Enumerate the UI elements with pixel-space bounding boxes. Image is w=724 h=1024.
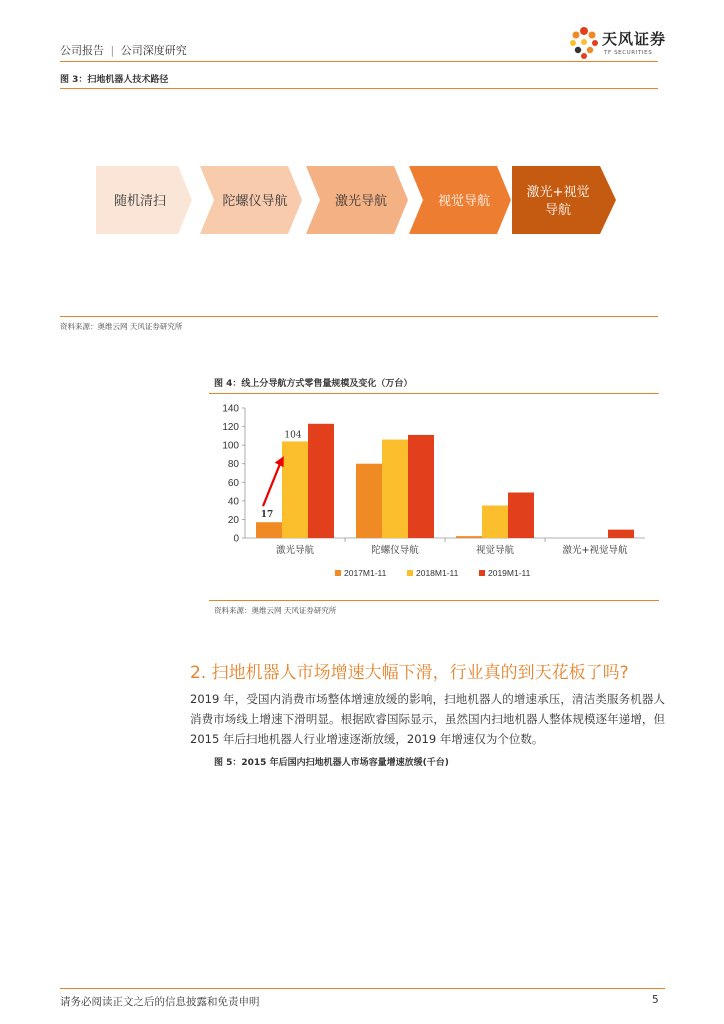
tech-path-flow: [96, 166, 618, 234]
header-separator: |: [110, 44, 115, 57]
legend-swatch: [479, 570, 485, 576]
legend-label: 2018M1-11: [416, 568, 459, 578]
footer-disclaimer: 请务必阅读正文之后的信息披露和免责申明: [60, 996, 260, 1008]
brand-logo: [566, 24, 676, 62]
flow-step-5-label-line1: 激光+视觉: [526, 185, 590, 200]
flow-step-5: [512, 166, 616, 234]
navigation-retail-bar-chart: [209, 398, 659, 594]
flow-step-5-label-line2: 导航: [544, 203, 572, 218]
brand-name-en: TF SECURITIES: [604, 50, 653, 56]
bar: [608, 530, 634, 538]
report-subtype: 公司深度研究: [120, 44, 187, 57]
bar: [382, 440, 408, 538]
flow-step-3-label: 激光导航: [334, 194, 388, 209]
legend-swatch: [407, 570, 413, 576]
brand-name: 天风证券: [602, 30, 667, 48]
flow-step-2-label: 陀螺仪导航: [222, 194, 288, 209]
y-tick-label: 140: [222, 403, 239, 415]
figure4-title: 图 4：线上分导航方式零售量规模及变化（万台）: [214, 379, 413, 389]
figure3-source: 资料来源：奥维云网 天风证券研究所: [60, 322, 183, 331]
x-tick-label: 激光+视觉导航: [562, 545, 628, 556]
bar: [356, 464, 382, 538]
y-tick-label: 20: [227, 514, 239, 526]
x-tick-label: 陀螺仪导航: [371, 545, 419, 556]
figure5-title: 图 5：2015 年后国内扫地机器人市场容量增速放缓(千台): [214, 758, 449, 768]
legend-label: 2017M1-11: [344, 568, 387, 578]
report-type: 公司报告: [60, 44, 104, 57]
bar: [308, 424, 334, 538]
report-header: [60, 42, 187, 58]
bar: [482, 506, 508, 539]
footer-divider: [60, 988, 665, 989]
flow-step-1-label: 随机清扫: [113, 194, 167, 209]
bar: [508, 493, 534, 539]
x-tick-label: 激光导航: [275, 545, 315, 556]
figure4-source-divider: [209, 600, 659, 601]
flow-step-4-label: 视觉导航: [437, 194, 491, 209]
bar: [408, 435, 434, 538]
data-label: 17: [260, 510, 274, 521]
y-tick-label: 60: [227, 477, 239, 489]
bar: [456, 536, 482, 538]
y-tick-label: 80: [227, 459, 239, 471]
y-tick-label: 100: [222, 440, 239, 452]
figure3-divider: [60, 88, 658, 89]
data-label: 104: [284, 430, 302, 441]
section-title: 2. 扫地机器人市场增速大幅下滑，行业真的到天花板了吗?: [190, 663, 629, 683]
section-paragraph: 2019 年，受国内消费市场整体增速放缓的影响，扫地机器人的增速承压，清洁类服务机器人消费市场线上增速下滑明显。根据欧睿国际显示，虽然国内扫地机器人整体规模逐年递增，但 2015 年后扫地机器人行业增速逐渐放缓，2019 年增速仅为个位数。: [190, 692, 665, 746]
bar: [282, 441, 308, 538]
figure4-source: 资料来源：奥维云网 天风证券研究所: [214, 606, 337, 615]
figure4-divider: [209, 393, 659, 394]
page-number: 5: [652, 994, 659, 1006]
flower-logo-icon: [566, 24, 602, 62]
figure3-source-divider: [60, 316, 658, 317]
legend-swatch: [335, 570, 341, 576]
growth-arrow-line: [263, 461, 281, 506]
legend-label: 2019M1-11: [488, 568, 531, 578]
bar: [256, 522, 282, 538]
header-divider: [60, 61, 658, 62]
figure3-title: 图 3：扫地机器人技术路径: [60, 75, 169, 85]
y-tick-label: 0: [233, 533, 239, 545]
y-tick-label: 120: [222, 422, 239, 434]
y-tick-label: 40: [227, 496, 239, 508]
x-tick-label: 视觉导航: [475, 545, 515, 556]
